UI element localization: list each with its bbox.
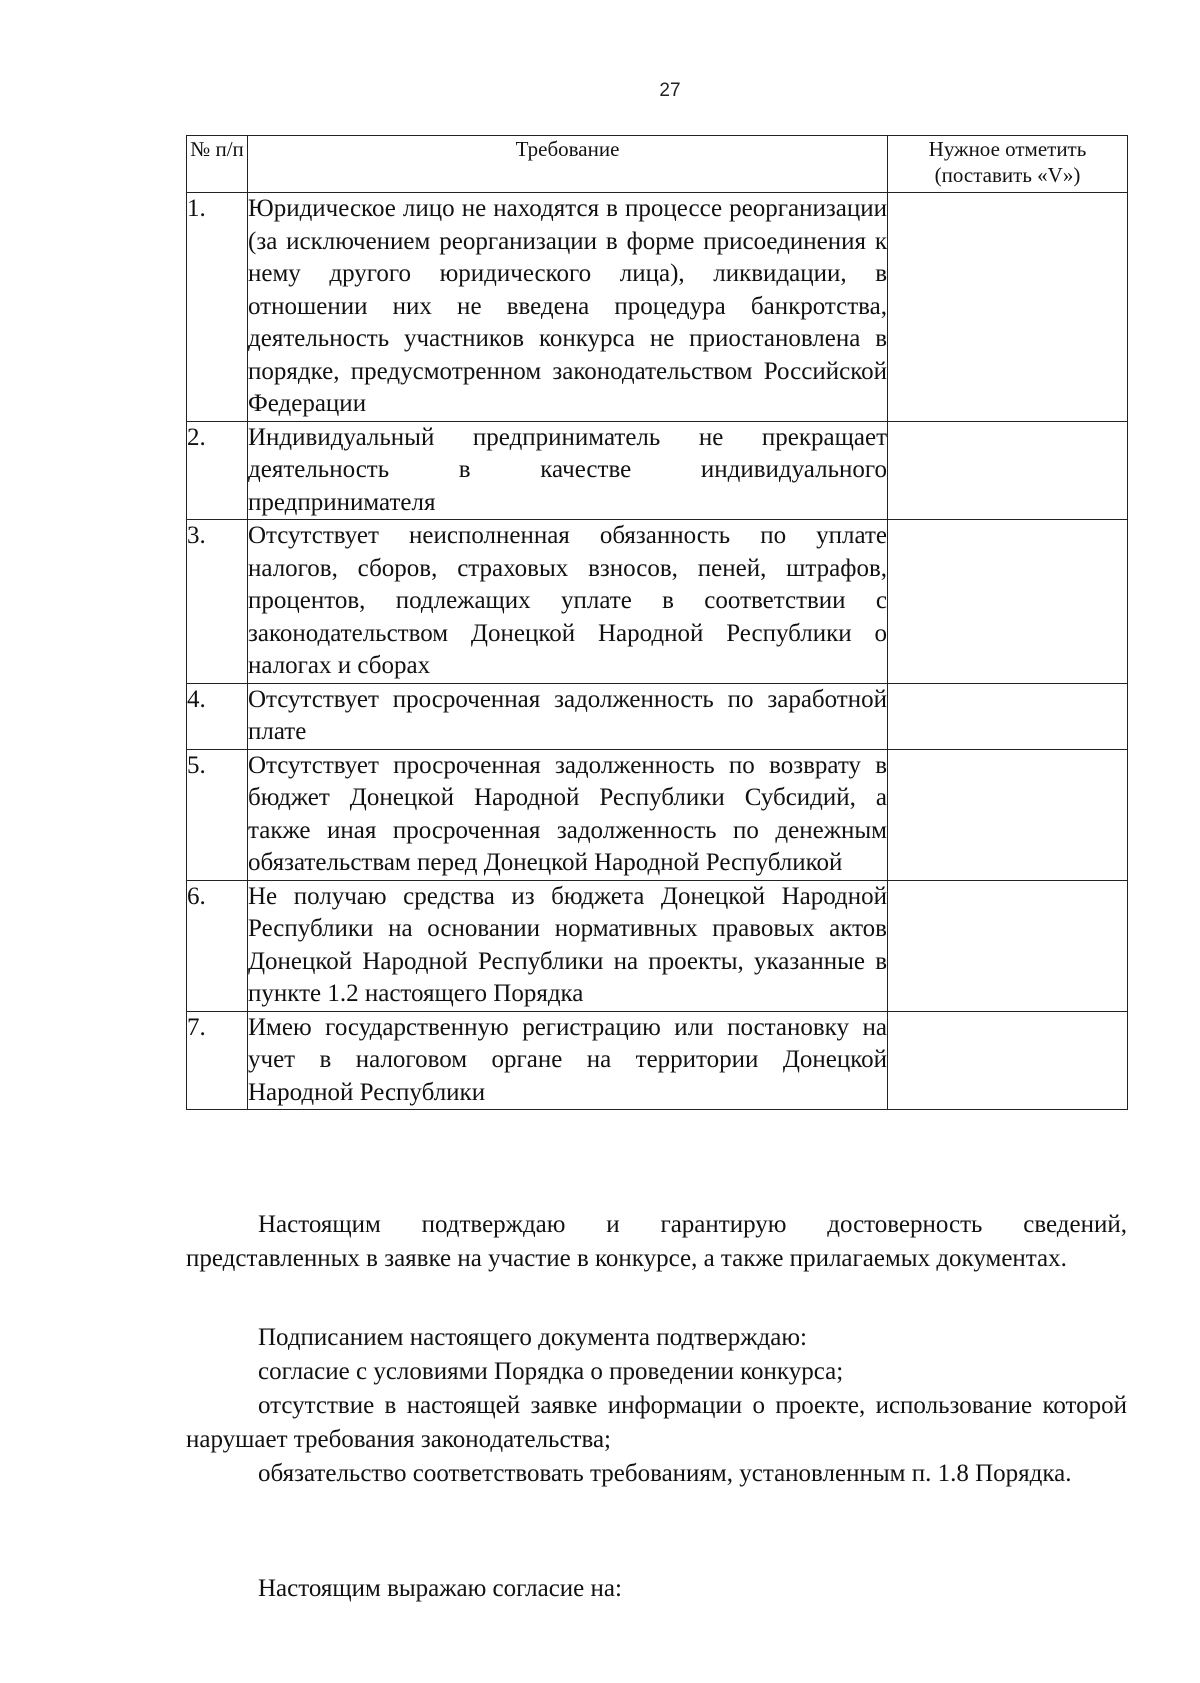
confirmation-paragraph: Настоящим подтверждаю и гарантирую достоверность сведений, представленных в заявке на участие в конкурсе, а также прилагаемых документах. — [186, 1211, 1127, 1272]
row-requirement: Отсутствует просроченная задолженность по заработной плате — [248, 683, 888, 749]
table-header-row — [187, 136, 1128, 193]
table-row — [187, 193, 1128, 422]
header-number: № п/п — [187, 136, 248, 193]
row-mark-cell[interactable] — [888, 749, 1128, 880]
row-mark-cell[interactable] — [888, 193, 1128, 422]
row-number: 6. — [187, 880, 248, 1011]
signing-intro: Подписанием настоящего документа подтверждаю: — [258, 1324, 807, 1351]
page-number: 27 — [659, 80, 681, 101]
row-number: 2. — [187, 421, 248, 520]
row-requirement: Индивидуальный предприниматель не прекращает деятельность в качестве индивидуального предпринимателя — [248, 421, 888, 520]
row-mark-cell[interactable] — [888, 880, 1128, 1011]
obligation-requirements: обязательство соответствовать требованиям, установленным п. 1.8 Порядка. — [258, 1460, 1072, 1487]
row-mark-cell[interactable] — [888, 683, 1128, 749]
row-requirement: Отсутствует неисполненная обязанность по уплате налогов, сборов, страховых взносов, пеней, штрафов, процентов, подлежащих уплате в соответствии с законодательством Донецкой Народной Республики о налогах и сборах — [248, 520, 888, 684]
consent-conditions: согласие с условиями Порядка о проведении конкурса; — [258, 1358, 844, 1385]
table-row — [187, 683, 1128, 749]
table-row — [187, 880, 1128, 1011]
table-row — [187, 520, 1128, 684]
row-number: 7. — [187, 1011, 248, 1110]
table-row — [187, 749, 1128, 880]
table-row — [187, 1011, 1128, 1110]
row-requirement: Отсутствует просроченная задолженность по возврату в бюджет Донецкой Народной Республики Субсидий, а также иная просроченная задолженность по денежным обязательствам перед Донецкой Народной Республикой — [248, 749, 888, 880]
row-mark-cell[interactable] — [888, 1011, 1128, 1110]
no-violating-info: отсутствие в настоящей заявке информации о проекте, использование которой нарушает требования законодательства; — [186, 1392, 1127, 1453]
consent-intro: Настоящим выражаю согласие на: — [258, 1575, 622, 1602]
row-requirement: Юридическое лицо не находятся в процессе реорганизации (за исключением реорганизации в форме присоединения к нему другого юридического лица), ликвидации, в отношении них не введена процедура банкротства, деятельность участников конкурса не приостановлена в порядке, предусмотренном законодательством Российской Федерации — [248, 193, 888, 422]
header-mark: Нужное отметить (поставить «V») — [888, 136, 1128, 193]
row-requirement: Имею государственную регистрацию или постановку на учет в налоговом органе на территории Донецкой Народной Республики — [248, 1011, 888, 1110]
row-number: 1. — [187, 193, 248, 422]
row-requirement: Не получаю средства из бюджета Донецкой Народной Республики на основании нормативных правовых актов Донецкой Народной Республики на проекты, указанные в пункте 1.2 настоящего Порядка — [248, 880, 888, 1011]
row-mark-cell[interactable] — [888, 421, 1128, 520]
row-number: 5. — [187, 749, 248, 880]
row-mark-cell[interactable] — [888, 520, 1128, 684]
header-requirement: Требование — [248, 136, 888, 193]
row-number: 3. — [187, 520, 248, 684]
requirements-table — [186, 135, 1128, 1110]
table-row — [187, 421, 1128, 520]
row-number: 4. — [187, 683, 248, 749]
